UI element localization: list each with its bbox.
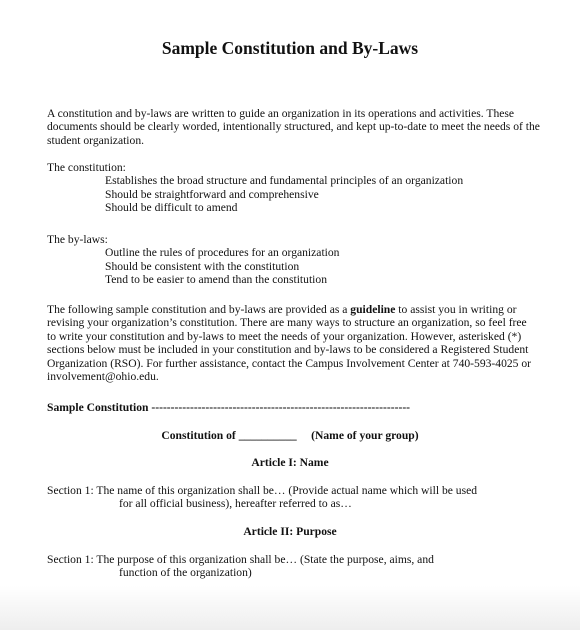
- article-2-section-1: [47, 553, 547, 580]
- constitution-of-line: Constitution of __________ (Name of your group): [161, 429, 419, 442]
- page-title: Sample Constitution and By-Laws: [161, 38, 419, 58]
- article-2-heading: Article II: Purpose: [243, 525, 337, 538]
- constitution-heading: The constitution:: [47, 161, 126, 174]
- sample-constitution-rule: Sample Constitution -------------------------------------------------------------------: [47, 401, 411, 414]
- bylaws-list: [47, 233, 547, 287]
- constitution-item: Should be straightforward and comprehensive: [105, 187, 319, 201]
- guideline-line: [47, 303, 547, 316]
- article-1-section-1: [47, 484, 547, 511]
- guideline-bold-word: guideline: [350, 303, 396, 316]
- bottom-fade: [0, 586, 580, 630]
- bylaws-item: Tend to be easier to amend than the constitution: [105, 273, 327, 287]
- constitution-item: Should be difficult to amend: [105, 201, 238, 215]
- intro-line: student organization.: [47, 133, 145, 147]
- guideline-line: Organization (RSO). For further assistance, contact the Campus Involvement Center at 740-593-4025 or: [47, 356, 532, 370]
- section-line: function of the organization): [119, 566, 252, 580]
- guideline-line: revising your organization’s constitution. There are many ways to structure an organization, so feel free: [47, 316, 527, 330]
- bylaws-heading: The by-laws:: [47, 233, 108, 246]
- intro-paragraph: [47, 107, 547, 147]
- bylaws-item: Outline the rules of procedures for an organization: [105, 246, 340, 260]
- guideline-paragraph: [47, 303, 547, 383]
- guideline-text: to assist you in writing or: [395, 303, 517, 316]
- intro-line: A constitution and by-laws are written to guide an organization in its operations and activities. These: [47, 107, 515, 120]
- section-line: for all official business), hereafter referred to as…: [119, 497, 352, 511]
- section-line: Section 1: The name of this organization shall be… (Provide actual name which will be used: [47, 484, 478, 497]
- guideline-email-line: involvement@ohio.edu.: [47, 369, 159, 383]
- article-1-heading: Article I: Name: [251, 456, 329, 469]
- constitution-list: [47, 161, 547, 215]
- guideline-line: to write your constitution and by-laws to meet the needs of your organization. However, asterisked (*): [47, 329, 522, 343]
- constitution-item: Establishes the broad structure and fundamental principles of an organization: [105, 174, 464, 188]
- guideline-line: sections below must be included in your constitution and by-laws to be considered a Registered Student: [47, 343, 529, 357]
- section-line: Section 1: The purpose of this organization shall be… (State the purpose, aims, and: [47, 553, 434, 566]
- intro-line: documents should be clearly worded, intentionally structured, and kept up-to-date to meet the needs of the: [47, 120, 540, 134]
- guideline-text: The following sample constitution and by-laws are provided as a: [47, 303, 351, 316]
- bylaws-item: Should be consistent with the constitution: [105, 259, 300, 273]
